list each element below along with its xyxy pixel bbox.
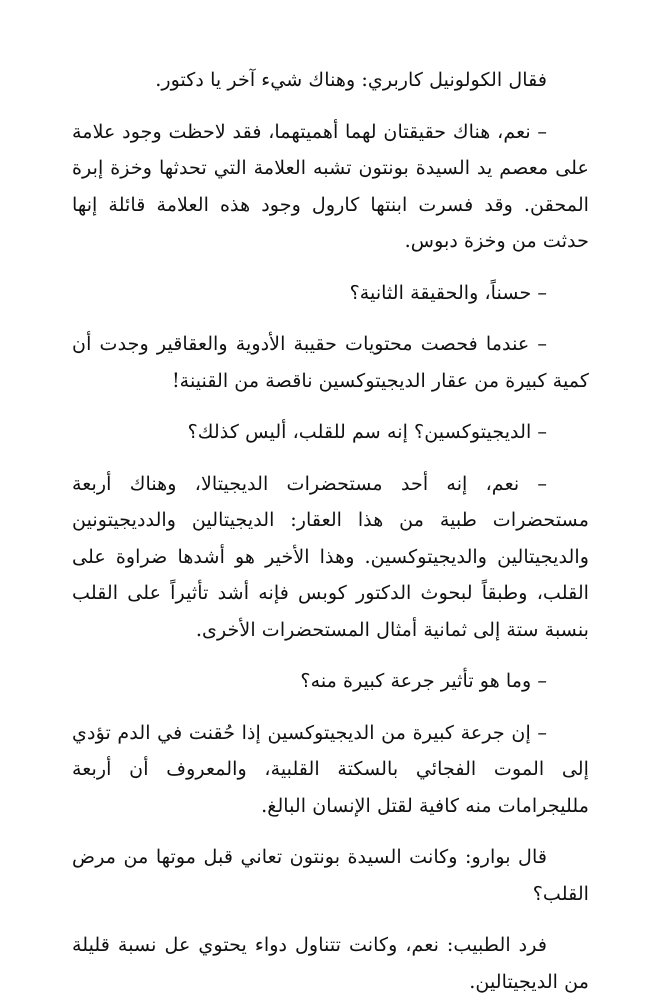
paragraph: قال بوارو: وكانت السيدة بونتون تعاني قبل موتها من مرض القلب؟ [72, 845, 589, 905]
paragraph: فرد الطبيب: نعم، وكانت تتناول دواء يحتوي عل نسبة قليلة من الديجيتالين. [72, 933, 589, 993]
paragraph: فقال الكولونيل كاربري: وهناك شيء آخر يا دكتور. [155, 68, 547, 91]
paragraph: – حسناً، والحقيقة الثانية؟ [349, 280, 547, 304]
paragraph: – عندما فحصت محتويات حقيبة الأدوية والعقاقير وجدت أن كمية كبيرة من عقار الديجيتوكسين ناقصة من القنينة! [72, 332, 589, 392]
paragraph: – نعم، هناك حقيقتان لهما أهميتهما، فقد لاحظت وجود علامة على معصم يد السيدة بونتون تشبه العلامة التي تحدثها وخزة إبرة المحقن. وقد فسرت ابنتها كارول وجود هذه العلامة قائلة إنها حدثت من وخزة دبوس. [72, 119, 589, 252]
paragraph: – إن جرعة كبيرة من الديجيتوكسين إذا حُقنت في الدم تؤدي إلى الموت الفجائي بالسكتة القلبية، والمعروف أن أربعة ملليجرامات منه كافية لقتل الإنسان البالغ. [72, 720, 589, 817]
paragraph: – وما هو تأثير جرعة كبيرة منه؟ [300, 669, 547, 692]
paragraph: – الديجيتوكسين؟ إنه سم للقلب، أليس كذلك؟ [187, 420, 547, 443]
paragraph: – نعم، إنه أحد مستحضرات الديجيتالا، وهناك أربعة مستحضرات طبية من هذا العقار: الديجيتالين والدديجيتونين والديجيتالين والديجيتوكسين. وهذا الأخير هو أشدها ضراوة على القلب، وطبقاً لبحوث الدكتور كوبس فإنه أشد تأثيراً على القلب بنسبة ستة إلى ثمانية أمثال المستحضرات الأخرى. [72, 471, 589, 641]
book-page [72, 62, 589, 1000]
